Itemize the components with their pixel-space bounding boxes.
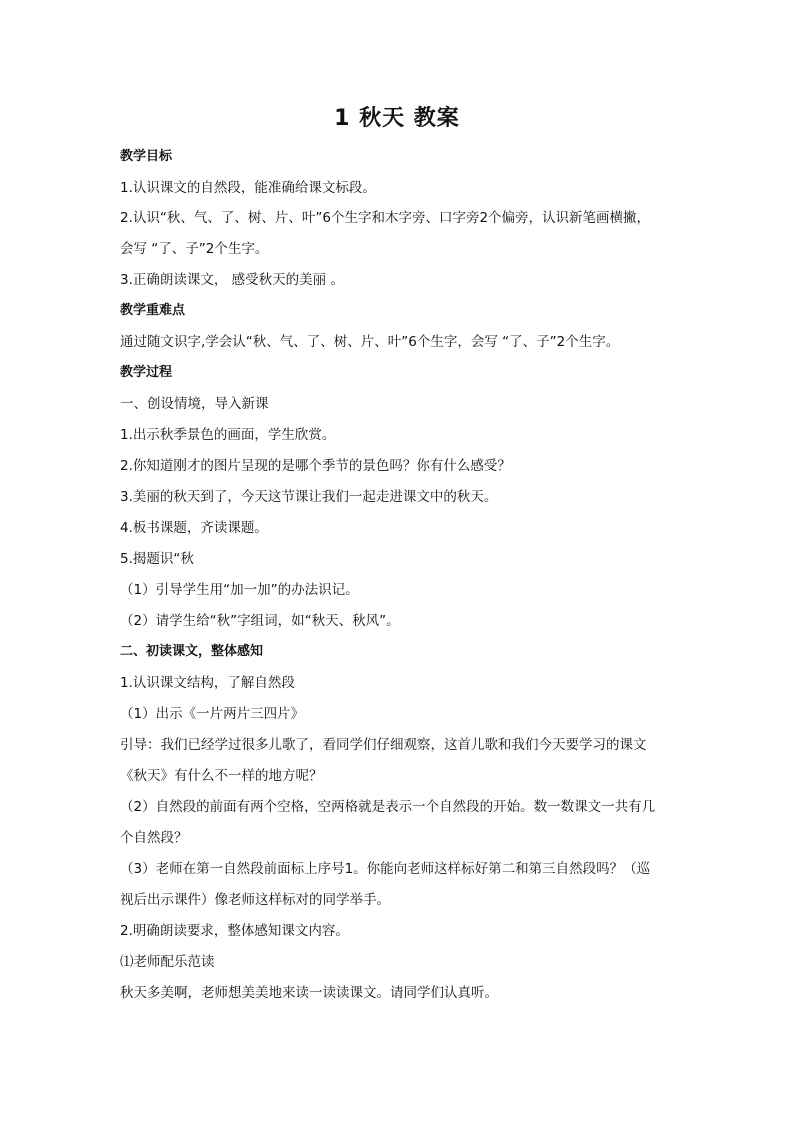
section-heading-objectives: 教学目标 (120, 149, 173, 164)
reading-step-2: 2.明确朗读要求，整体感知课文内容。 (120, 923, 349, 939)
reading-step-2-sub-1: ⑴老师配乐范读 (120, 954, 215, 970)
reading-step-1-sub-3-continued: 视后出示课件）像老师这样标对的同学举手。 (120, 892, 390, 908)
reading-step-1-sub-1: （1）出示《一片两片三四片》 (120, 706, 305, 722)
reading-step-1-sub-3: （3）老师在第一自然段前面标上序号1。你能向老师这样标好第二和第三自然段吗？（巡 (120, 861, 651, 877)
key-points-text: 通过随文识字,学会认“秋、气、了、树、片、叶”6个生字，会写 “了、子”2个生字。 (120, 334, 620, 350)
objective-item-2-continued: 会写 “了、子”2个生字。 (120, 241, 269, 257)
process-step-2: 2.你知道刚才的图片呈现的是哪个季节的景色吗？你有什么感受？ (120, 458, 511, 474)
process-step-5-sub-1: （1）引导学生用“加一加”的办法识记。 (120, 582, 359, 598)
objective-item-2: 2.认识“秋、气、了、树、片、叶”6个生字和木字旁、口字旁2个偏旁，认识新笔画横撇， (120, 210, 651, 226)
process-step-3: 3.美丽的秋天到了，今天这节课让我们一起走进课文中的秋天。 (120, 489, 498, 505)
process-step-4: 4.板书课题，齐读课题。 (120, 520, 268, 536)
reading-step-1-sub-2-continued: 个自然段？ (120, 830, 188, 846)
objective-item-3: 3.正确朗读课文， 感受秋天的美丽 。 (120, 272, 344, 288)
section-heading-key-points: 教学重难点 (120, 303, 186, 318)
guidance-text-continued: 《秋天》有什么不一样的地方呢？ (120, 768, 323, 784)
guidance-text: 引导：我们已经学过很多儿歌了，看同学们仔细观察，这首儿歌和我们今天要学习的课文 (120, 737, 647, 753)
process-step-5-sub-2: （2）请学生给“秋”字组词，如“秋天、秋风”。 (120, 613, 400, 629)
section-heading-process: 教学过程 (120, 365, 173, 380)
teacher-reading-text: 秋天多美啊，老师想美美地来读一读读课文。请同学们认真听。 (120, 985, 498, 1001)
process-step-5: 5.揭题识“秋 (120, 551, 194, 567)
process-part-2-heading: 二、初读课文，整体感知 (120, 644, 264, 659)
reading-step-1: 1.认识课文结构，了解自然段 (120, 675, 295, 691)
process-part-1-heading: 一、创设情境，导入新课 (120, 396, 269, 412)
process-step-1: 1.出示秋季景色的画面，学生欣赏。 (120, 427, 336, 443)
objective-item-1: 1.认识课文的自然段，能准确给课文标段。 (120, 180, 376, 196)
reading-step-1-sub-2: （2）自然段的前面有两个空格，空两格就是表示一个自然段的开始。数一数课文一共有几 (120, 799, 656, 815)
page-title: 1 秋天 教案 (334, 106, 460, 131)
